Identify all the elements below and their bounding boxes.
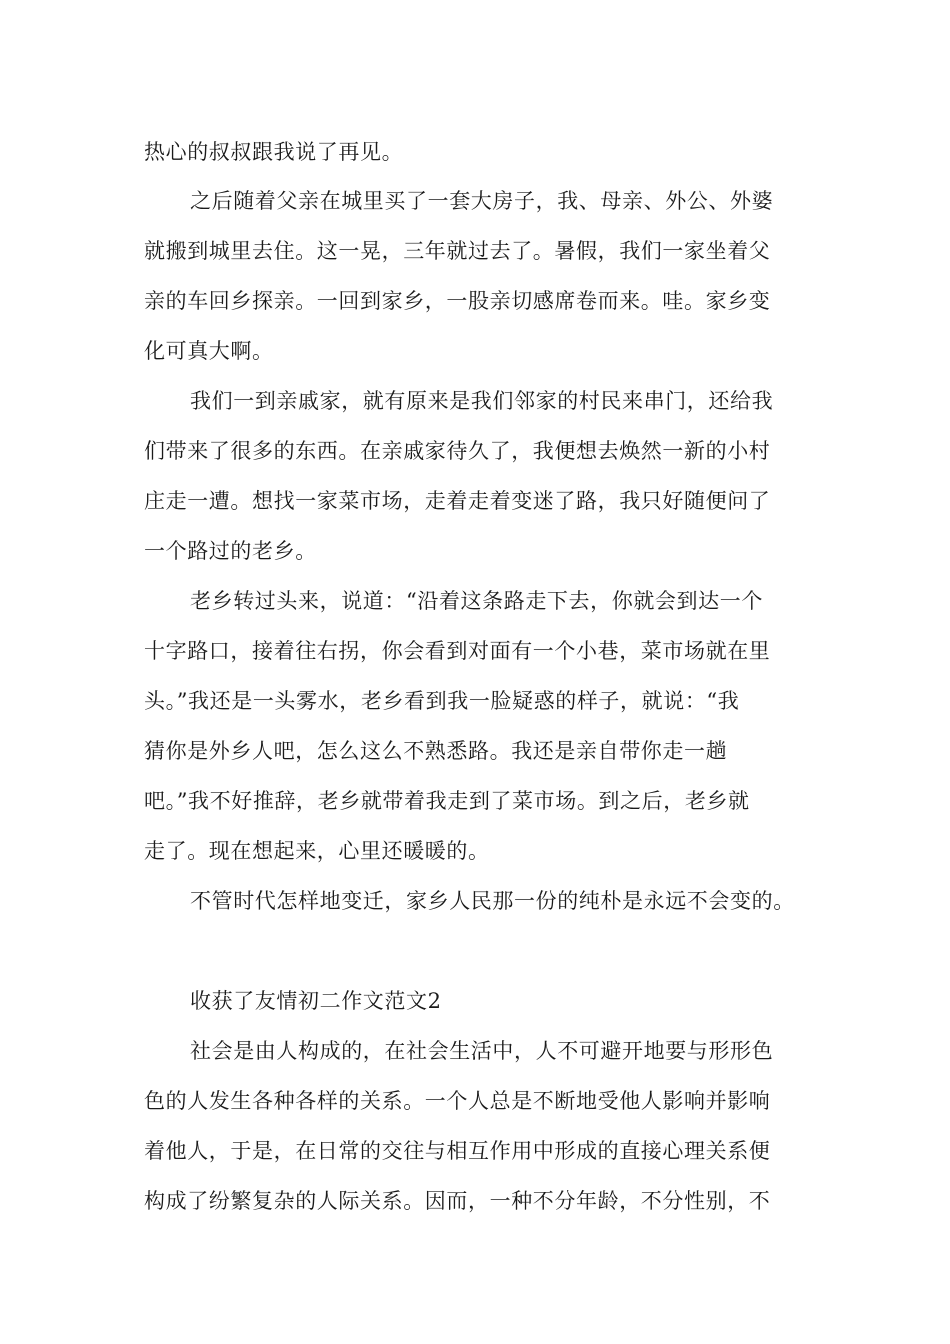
text-line: 热心的叔叔跟我说了再见。 xyxy=(144,140,404,164)
text-line: 走了。现在想起来，心里还暖暖的。 xyxy=(144,839,490,863)
paragraph-first-line: 不管时代怎样地变迁，家乡人民那一份的纯朴是永远不会变的。 xyxy=(190,889,795,913)
text-line: 十字路口，接着往右拐，你会看到对面有一个小巷，菜市场就在里 xyxy=(144,639,771,663)
paragraph-first-line: 我们一到亲戚家，就有原来是我们邻家的村民来串门，还给我 xyxy=(190,389,774,413)
text-line: 一个路过的老乡。 xyxy=(144,539,317,563)
text-line: 构成了纷繁复杂的人际关系。因而，一种不分年龄，不分性别，不 xyxy=(144,1189,771,1213)
text-line: 着他人，于是，在日常的交往与相互作用中形成的直接心理关系便 xyxy=(144,1139,771,1163)
text-line: 头。”我还是一头雾水，老乡看到我一脸疑惑的样子，就说：“我 xyxy=(144,689,740,713)
text-line: 化可真大啊。 xyxy=(144,339,274,363)
text-line: 庄走一遭。想找一家菜市场，走着走着变迷了路，我只好随便问了 xyxy=(144,489,771,513)
text-line: 色的人发生各种各样的关系。一个人总是不断地受他人影响并影响 xyxy=(144,1089,771,1113)
text-line: 猜你是外乡人吧，怎么这么不熟悉路。我还是亲自带你走一趟 xyxy=(144,739,728,763)
section-heading: 收获了友情初二作文范文2 xyxy=(190,989,442,1013)
paragraph-first-line: 之后随着父亲在城里买了一套大房子，我、母亲、外公、外婆 xyxy=(190,189,774,213)
text-line: 亲的车回乡探亲。一回到家乡，一股亲切感席卷而来。哇。家乡变 xyxy=(144,289,771,313)
text-line: 吧。”我不好推辞，老乡就带着我走到了菜市场。到之后，老乡就 xyxy=(144,789,750,813)
paragraph-first-line: 社会是由人构成的，在社会生活中，人不可避开地要与形形色 xyxy=(190,1039,774,1063)
text-line: 们带来了很多的东西。在亲戚家待久了，我便想去焕然一新的小村 xyxy=(144,439,771,463)
text-line: 就搬到城里去住。这一晃，三年就过去了。暑假，我们一家坐着父 xyxy=(144,239,771,263)
paragraph-first-line: 老乡转过头来，说道：“沿着这条路走下去，你就会到达一个 xyxy=(190,589,763,613)
